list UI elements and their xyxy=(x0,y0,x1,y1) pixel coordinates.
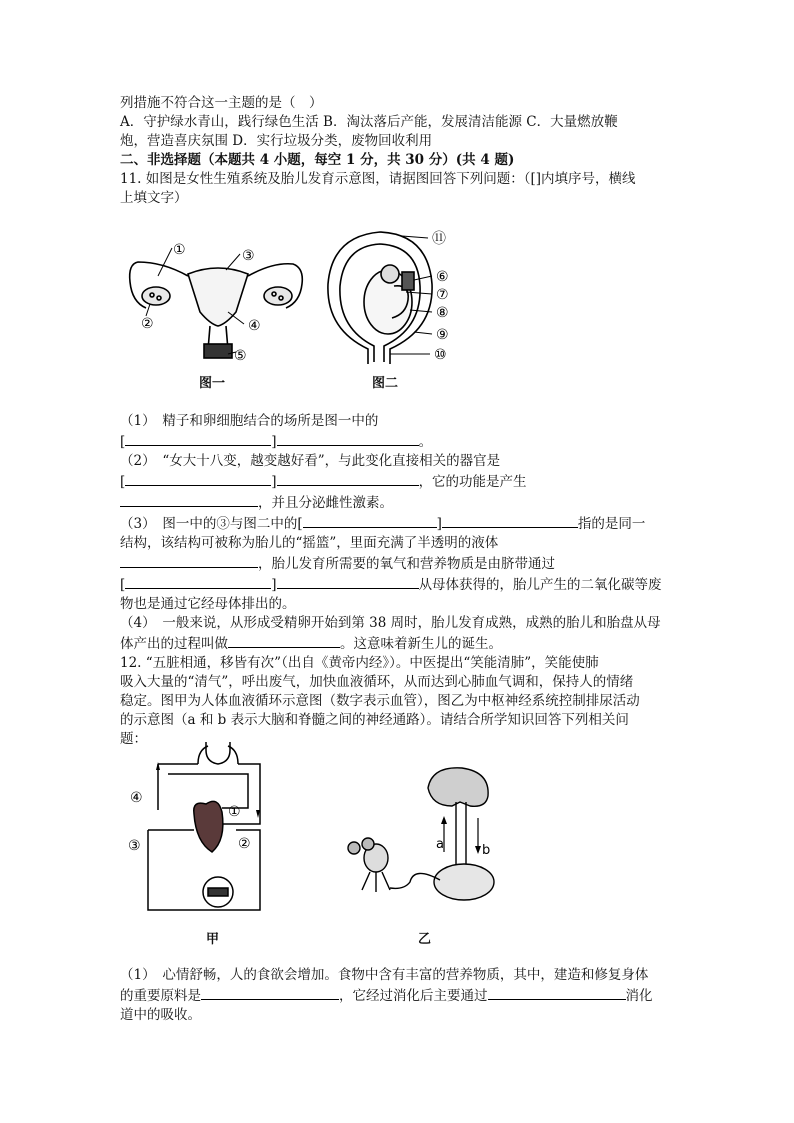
question-10-options-line-1: A．守护绿水青山，践行绿色生活 B．淘汰落后产能，发展清洁能源 C．大量燃放鞭 xyxy=(120,114,618,130)
question-12-stem-line-3: 稳定。图甲为人体血液循环示意图（数字表示血管），图乙为中枢神经系统控制排尿活动 xyxy=(120,693,640,709)
q12-part-1-line-1: （1） 心情舒畅，人的食欲会增加。食物中含有丰富的营养物质，其中，建造和修复身体 xyxy=(120,967,649,983)
q11-part-3-line-5: 物也是通过它经母体排出的。 xyxy=(120,596,296,612)
q12-part-1-line-3: 道中的吸收。 xyxy=(120,1007,201,1023)
q11-part-2-line-3: ，并且分泌雌性激素。 xyxy=(120,492,680,513)
figure-jia-caption: 甲 xyxy=(206,932,220,947)
figure-2-fetal-development xyxy=(318,224,458,374)
answer-blank[interactable] xyxy=(201,985,339,1000)
fig-yi-label-a: a xyxy=(436,837,444,852)
answer-blank-bracket[interactable] xyxy=(125,471,271,486)
question-11-parts xyxy=(120,412,680,749)
fig-jia-label-4: ④ xyxy=(130,790,143,806)
fig-jia-label-2: ② xyxy=(238,836,251,852)
fig-jia-label-1: ① xyxy=(228,804,241,820)
q12-part-1-line-2: 的重要原料是 ，它经过消化后主要通过 消化 xyxy=(120,985,680,1006)
q11-part-4-line-1: （4） 一般来说，从形成受精卵开始到第 38 周时，胎儿发育成熟，成熟的胎儿和胎盘从母 xyxy=(120,615,661,631)
fig2-label-9: ⑨ xyxy=(436,327,449,343)
q11-part-2-line-2: [ ] ，它的功能是产生 xyxy=(120,471,680,492)
fig1-label-2: ② xyxy=(141,316,154,332)
figure-yi-nervous-system xyxy=(340,762,510,912)
figure-1-caption: 图一 xyxy=(199,376,226,391)
answer-blank[interactable] xyxy=(120,553,258,568)
fig-yi-label-b: b xyxy=(482,843,491,858)
fig2-label-11: ⑪ xyxy=(432,231,446,247)
document-page xyxy=(120,94,680,208)
question-12-stem-line-5: 题： xyxy=(120,731,147,747)
question-12-stem-line-1: 12. “五脏相通，移皆有次”（出自《黄帝内经》）。中医提出“笑能清肺”，笑能使肺 xyxy=(120,655,599,671)
q11-part-4-line-2: 体产出的过程叫做 。这意味着新生儿的诞生。 xyxy=(120,633,680,654)
fig-jia-label-3: ③ xyxy=(128,838,141,854)
fig1-label-5: ⑤ xyxy=(234,348,247,364)
question-12-stem-line-4: 的示意图（a 和 b 表示大脑和脊髓之间的神经通路）。请结合所学知识回答下列相关问 xyxy=(120,712,629,728)
q11-part-3-line-1: （3） 图一中的③与图二中的[ ] 指的是同一 xyxy=(120,513,680,534)
question-11-stem-line-2: 上填文字） xyxy=(120,190,188,206)
question-10-stem-end: 列措施不符合这一主题的是（ ） xyxy=(120,95,323,111)
question-10-options-line-2: 炮，营造喜庆氛围 D．实行垃圾分类，废物回收利用 xyxy=(120,133,433,149)
answer-blank[interactable] xyxy=(442,513,578,528)
answer-blank[interactable] xyxy=(120,492,258,507)
figure-jia-blood-circulation xyxy=(126,740,276,925)
question-11-stem-line-1: 11. 如图是女性生殖系统及胎儿发育示意图，请据图回答下列问题：（[]内填序号，横线 xyxy=(120,171,636,187)
figure-2-caption: 图二 xyxy=(372,376,399,391)
figure-1-reproductive-system xyxy=(118,232,308,392)
fig2-label-10: ⑩ xyxy=(434,347,447,363)
fig1-label-3: ③ xyxy=(242,248,255,264)
fig1-label-4: ④ xyxy=(248,318,261,334)
q11-part-3-line-3: ，胎儿发育所需要的氧气和营养物质是由脐带通过 xyxy=(120,553,680,574)
q11-part-3-line-4: [ ] 从母体获得的，胎儿产生的二氧化碳等废 xyxy=(120,574,680,595)
q11-part-1-line-1: （1） 精子和卵细胞结合的场所是图一中的 xyxy=(120,413,379,429)
fig2-label-7: ⑦ xyxy=(436,287,449,303)
answer-blank[interactable] xyxy=(277,574,419,589)
figure-yi-caption: 乙 xyxy=(418,932,432,947)
fig2-label-8: ⑧ xyxy=(436,305,449,321)
answer-blank[interactable] xyxy=(488,985,626,1000)
answer-blank[interactable] xyxy=(277,471,419,486)
answer-blank-bracket[interactable] xyxy=(125,431,271,446)
answer-blank-bracket[interactable] xyxy=(303,513,437,528)
question-12-stem-line-2: 吸入大量的“清气”，呼出废气，加快血液循环，从而达到心肺血气调和，保持人的情绪 xyxy=(120,674,634,690)
fig2-label-6: ⑥ xyxy=(436,269,449,285)
answer-blank[interactable] xyxy=(228,633,340,648)
section-2-heading: 二、非选择题（本题共 4 小题，每空 1 分，共 30 分）(共 4 题) xyxy=(120,152,515,168)
q11-part-2-line-1: （2） “女大十八变，越变越好看”，与此变化直接相关的器官是 xyxy=(120,453,501,469)
answer-blank[interactable] xyxy=(277,431,419,446)
question-12-parts xyxy=(120,966,680,1025)
fig1-label-1: ① xyxy=(173,242,186,258)
q11-part-3-line-2: 结构，该结构可被称为胎儿的“摇篮”，里面充满了半透明的液体 xyxy=(120,535,499,551)
answer-blank-bracket[interactable] xyxy=(125,574,271,589)
q11-part-1-line-2: [ ] 。 xyxy=(120,431,680,452)
